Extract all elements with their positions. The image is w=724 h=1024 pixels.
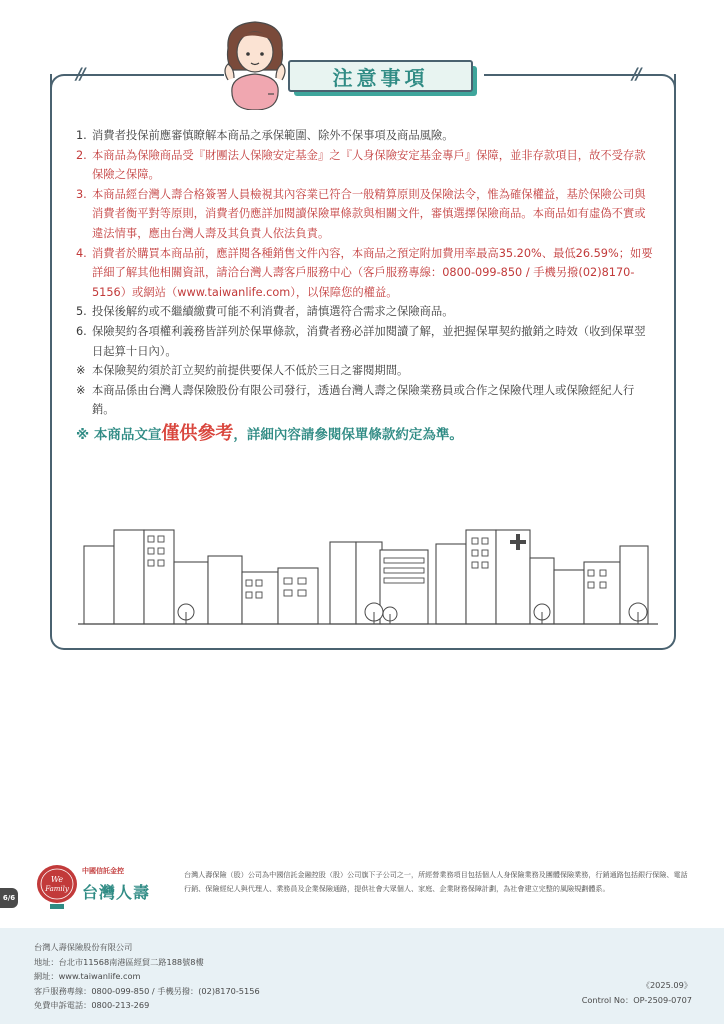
notice-item — [76, 322, 656, 361]
notice-item-text: 本保險契約須於訂立契約前提供要保人不低於三日之審閱期間。 — [92, 364, 409, 378]
notice-item-number: 1. — [76, 129, 87, 142]
notice-item — [76, 361, 656, 381]
company-description: 台灣人壽保險（股）公司為中國信託金融控股（股）公司旗下子公司之一，所經營業務項目包括個人人身保險業務及團體保險業務，行銷通路包括銀行保險、電話行銷、保險經紀人與代理人、業務員及企業保險通路，提供社會大眾個人、家庭、企業財務保障計劃，為社會建立完整的風險規劃體系。 — [184, 870, 688, 893]
notice-item-number: 4. — [76, 246, 87, 260]
notice-item-text: 投保後解約或不繼續繳費可能不利消費者，請慎選符合需求之保險商品。 — [92, 305, 454, 319]
svg-text:We: We — [50, 875, 64, 884]
page-number-tab: 6/6 — [0, 888, 18, 908]
notice-item — [76, 146, 656, 185]
notice-item-text: 本商品為保險商品受『財團法人保險安定基金』之『人身保險安定基金專戶』保障，並非存款項目，故不受存款保險之保障。 — [92, 148, 646, 182]
cityscape-illustration — [78, 520, 658, 630]
final-disclaimer — [76, 424, 656, 446]
notice-title-banner — [288, 60, 473, 92]
notice-item — [76, 185, 656, 244]
control-number: Control No：OP-2509-0707 — [581, 994, 692, 1005]
notice-item — [76, 126, 656, 146]
notice-item-text: 本商品係由台灣人壽保險股份有限公司發行，透過台灣人壽之保險業務員或合作之保險代理人或保險經紀人行銷。 — [92, 383, 635, 417]
final-disclaimer-suffix: ，詳細內容請參閱保單條款約定為準。 — [233, 426, 463, 443]
notice-item-number: 5. — [76, 305, 87, 319]
footer-contact-info — [34, 940, 260, 1013]
footer-document-info — [582, 978, 692, 1007]
notice-list — [76, 126, 656, 446]
service-line: 客戶服務專線：0800-099-850 / 手機另撥：(02)8170-5156 — [34, 985, 260, 996]
final-disclaimer-prefix: ※ 本商品文宣 — [76, 426, 162, 443]
notice-item — [76, 244, 656, 303]
notice-item-text: 消費者投保前應審慎瞭解本商品之承保範圍、除外不保事項及商品風險。 — [92, 129, 454, 142]
notice-item-number: 6. — [76, 324, 87, 338]
notice-title: 注意事項 — [290, 62, 471, 90]
company-website: 網址：www.taiwanlife.com — [34, 971, 141, 982]
notice-item-text: 本商品經台灣人壽合格簽署人員檢視其內容業已符合一般精算原則及保險法令，惟為確保權益，基於保險公司與消費者衡平對等原則，消費者仍應詳加閱讀保險單條款與相關文件，審慎選擇保險商品。本商品如有虛偽不實或違法情事，應由台灣人壽及其負責人依法負責。 — [92, 187, 646, 240]
notice-item-number: 3. — [76, 187, 87, 201]
svg-text:Family: Family — [45, 885, 69, 893]
notice-item-text: 消費者於購買本商品前，應詳閱各種銷售文件內容，本商品之預定附加費用率最高35.20%、最低26.59%；如要詳細了解其他相關資訊，請洽台灣人壽客戶服務中心（客戶服務專線：0800-099-850 / 手機另撥(02)8170-5156）或網站（www.taiwanlife.com），以保障您的權益。 — [92, 246, 653, 299]
notice-item — [76, 381, 656, 420]
notice-item-number: ※ — [76, 364, 86, 378]
notice-item-number: 2. — [76, 148, 87, 162]
notice-item-number: ※ — [76, 383, 86, 397]
company-name: 台灣人壽保險股份有限公司 — [34, 942, 133, 952]
edition-date: 《2025.09》 — [641, 980, 692, 990]
company-address: 地址：台北市11568南港區經貿二路188號8樓 — [34, 956, 204, 967]
complaint-line: 免費申訴電話：0800-213-269 — [34, 1000, 150, 1011]
frame-slash-decoration-right: // — [632, 64, 640, 83]
notice-item — [76, 302, 656, 322]
brand-name: 台灣人壽 — [82, 883, 151, 902]
brand-parent-name: 中國信託金控 — [82, 867, 124, 875]
final-disclaimer-emphasis: 僅供參考 — [161, 422, 234, 444]
we-family-logo — [32, 862, 82, 912]
notice-item-text: 保險契約各項權利義務皆詳列於保單條款，消費者務必詳加閱讀了解，並把握保單契約撤銷之時效（收到保單翌日起算十日內）。 — [92, 324, 646, 358]
frame-slash-decoration-left: // — [76, 64, 84, 83]
